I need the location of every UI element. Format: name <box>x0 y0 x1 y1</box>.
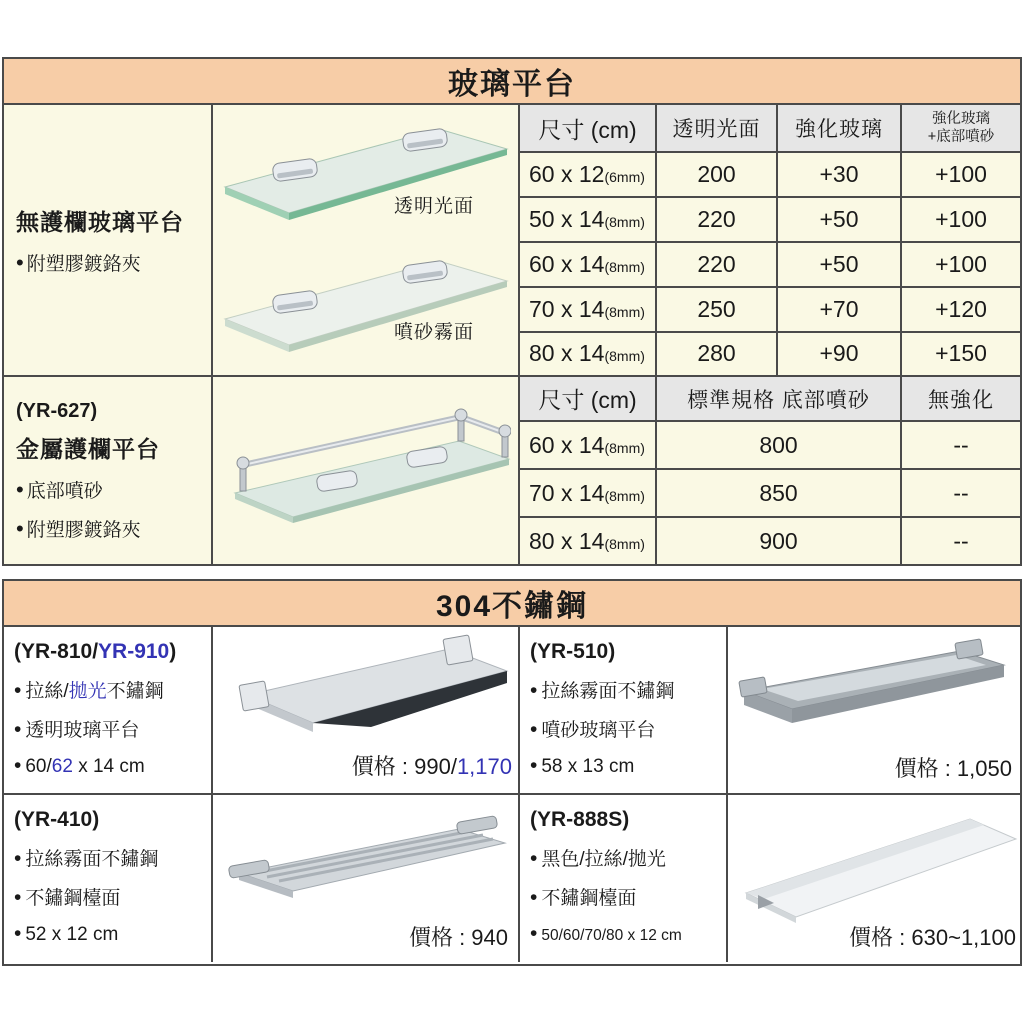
product-yr810-price: 價格 : 990/1,170 <box>351 754 512 779</box>
rail-product-name: 金屬護欄平台 <box>16 435 160 462</box>
glass-price-table-1-cell <box>520 105 1020 377</box>
glass-price-table-2-cell <box>520 377 1020 564</box>
table-row: 60 x 14(8mm) 800 -- <box>520 421 1020 469</box>
product-yr888s-bullet: • 50/60/70/80 x 12 cm <box>530 922 722 946</box>
product-yr888s-image-area <box>728 795 1020 962</box>
no-rail-product-description <box>4 105 213 377</box>
product-yr888s-bullet: • 不鏽鋼檯面 <box>530 883 722 910</box>
product-yr810-bullet: • 拉絲/拋光不鏽鋼 <box>14 676 207 703</box>
table-row: 70 x 14(8mm) 250 +70 +120 <box>520 287 1020 332</box>
product-yr810-bullet: • 透明玻璃平台 <box>14 715 207 742</box>
product-cell-yr810 <box>4 627 520 795</box>
product-yr510-bullet: • 噴砂玻璃平台 <box>530 715 722 742</box>
frosted-glass-label: 噴砂霧面 <box>394 322 475 343</box>
glass-price-table-2 <box>520 377 1020 564</box>
glass-section-title: 玻璃平台 <box>4 59 1020 105</box>
rail-product-bullet: • 附塑膠鍍鉻夾 <box>16 515 205 542</box>
product-yr810-image-area <box>213 627 518 793</box>
glass-shelf-images <box>213 105 520 377</box>
rail-product-bullet: • 底部噴砂 <box>16 476 205 503</box>
product-yr410-code: (YR-410) <box>14 808 100 831</box>
table-row: 50 x 14(8mm) 220 +50 +100 <box>520 197 1020 242</box>
clear-glass-label: 透明光面 <box>394 196 475 217</box>
col-header-clear: 透明光面 <box>656 105 777 152</box>
product-cell-yr410 <box>4 795 520 962</box>
product-yr510-bullet: • 58 x 13 cm <box>530 754 722 778</box>
product-yr810-description <box>4 627 213 793</box>
table-row: 80 x 14(8mm) 900 -- <box>520 517 1020 564</box>
product-image-yr888s <box>730 797 1020 927</box>
col-header-tempered-sand: 強化玻璃 +底部噴砂 <box>901 105 1020 152</box>
rail-shelf-image-cell <box>213 377 520 564</box>
table-row: 60 x 12(6mm) 200 +30 +100 <box>520 152 1020 197</box>
glass-section-body <box>4 105 1020 564</box>
product-yr410-image-area <box>213 795 518 962</box>
col-header-size: 尺寸 (cm) <box>520 105 656 152</box>
product-yr888s-bullet: • 黑色/拉絲/拋光 <box>530 844 722 871</box>
product-yr410-bullet: • 拉絲霧面不鏽鋼 <box>14 844 207 871</box>
product-yr510-code: (YR-510) <box>530 640 616 663</box>
steel-section-title: 304不鏽鋼 <box>4 581 1020 627</box>
rail-product-description <box>4 377 213 564</box>
product-yr510-description <box>520 627 728 793</box>
col-header-no-tempering: 無強化 <box>901 377 1020 421</box>
table-row: 60 x 14(8mm) 220 +50 +100 <box>520 242 1020 287</box>
col-header-standard-sandblast: 標準規格 底部噴砂 <box>656 377 901 421</box>
product-yr410-description <box>4 795 213 962</box>
product-yr810-code: (YR-810/YR-910) <box>14 640 177 663</box>
product-image-yr410 <box>221 805 511 915</box>
product-yr810-bullet: • 60/62 x 14 cm <box>14 754 207 778</box>
metal-rail-shelf-image <box>221 395 511 545</box>
col-header-tempered: 強化玻璃 <box>777 105 901 152</box>
product-yr410-bullet: • 不鏽鋼檯面 <box>14 883 207 910</box>
product-cell-yr888s <box>520 795 1020 962</box>
glass-price-table-1 <box>520 105 1020 375</box>
product-yr410-bullet: • 52 x 12 cm <box>14 922 207 946</box>
no-rail-product-name: 無護欄玻璃平台 <box>16 209 184 235</box>
product-image-yr810 <box>221 633 511 751</box>
product-yr510-image-area <box>728 627 1020 793</box>
no-rail-product-bullet: • 附塑膠鍍鉻夾 <box>16 249 205 276</box>
product-image-yr510 <box>734 635 1014 735</box>
product-cell-yr510 <box>520 627 1020 795</box>
product-yr510-bullet: • 拉絲霧面不鏽鋼 <box>530 676 722 703</box>
product-yr888s-price: 價格 : 630~1,100 <box>849 925 1016 950</box>
product-yr510-price: 價格 : 1,050 <box>894 756 1012 781</box>
stainless-steel-section <box>2 579 1022 966</box>
table-row: 80 x 14(8mm) 280 +90 +150 <box>520 332 1020 375</box>
glass-platform-section <box>2 57 1022 566</box>
product-yr888s-description <box>520 795 728 962</box>
col-header-size: 尺寸 (cm) <box>520 377 656 421</box>
rail-product-code: (YR-627) <box>16 399 98 422</box>
table-row: 70 x 14(8mm) 850 -- <box>520 469 1020 517</box>
product-yr410-price: 價格 : 940 <box>408 925 508 950</box>
steel-section-body <box>4 627 1020 962</box>
product-yr888s-code: (YR-888S) <box>530 808 630 831</box>
